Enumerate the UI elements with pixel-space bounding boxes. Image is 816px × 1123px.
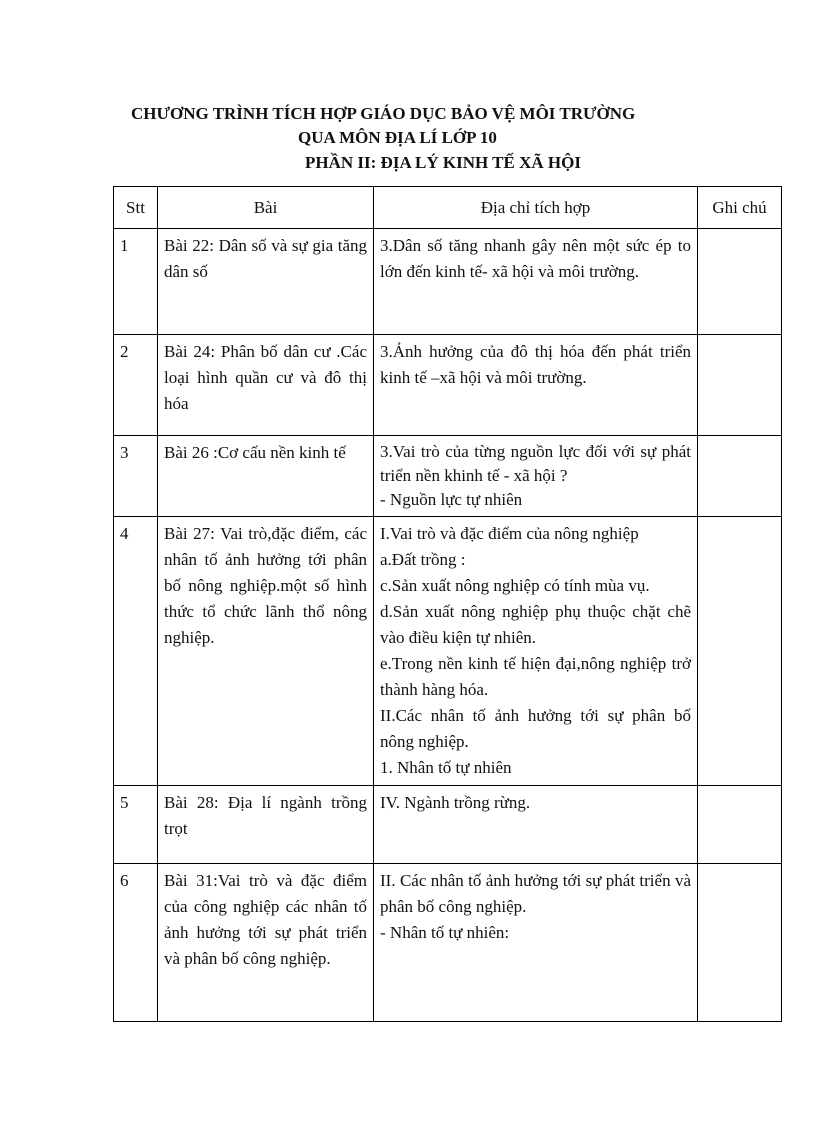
header-stt: Stt — [114, 187, 158, 229]
cell-ghi-chu — [698, 786, 782, 864]
cell-dia-chi — [374, 229, 698, 335]
cell-stt: 2 — [114, 335, 158, 436]
table-row — [114, 517, 782, 786]
dia-chi-line: 1. Nhân tố tự nhiên — [380, 758, 512, 777]
cell-stt: 5 — [114, 786, 158, 864]
cell-ghi-chu — [698, 517, 782, 786]
cell-bai: Bài 28: Địa lí ngành trồng trọt — [158, 786, 374, 864]
table-row — [114, 864, 782, 1022]
dia-chi-line: a.Đất trồng : — [380, 550, 466, 569]
cell-stt: 3 — [114, 436, 158, 517]
dia-chi-line: - Nhân tố tự nhiên: — [380, 923, 510, 942]
cell-dia-chi — [374, 786, 698, 864]
cell-stt: 4 — [114, 517, 158, 786]
dia-chi-line: II. Các nhân tố ảnh hưởng tới sự phát triển và phân bố công nghiệp. — [380, 871, 691, 916]
dia-chi-line: e.Trong nền kinh tế hiện đại,nông nghiệp trở thành hàng hóa. — [380, 654, 691, 699]
table-row — [114, 786, 782, 864]
cell-stt: 6 — [114, 864, 158, 1022]
cell-bai: Bài 27: Vai trò,đặc điểm, các nhân tố ảnh hưởng tới phân bố nông nghiệp.một số hình thức tổ chức lãnh thổ nông nghiệp. — [158, 517, 374, 786]
dia-chi-line: 3.Dân số tăng nhanh gây nên một sức ép to lớn đến kinh tế- xã hội và môi trường. — [380, 236, 691, 281]
section-title: PHẦN II: ĐỊA LÝ KINH TẾ XÃ HỘI — [305, 153, 581, 172]
header-dia-chi: Địa chỉ tích hợp — [374, 187, 698, 229]
dia-chi-line: I.Vai trò và đặc điểm của nông nghiệp — [380, 524, 639, 543]
cell-bai: Bài 22: Dân số và sự gia tăng dân số — [158, 229, 374, 335]
cell-bai: Bài 31:Vai trò và đặc điểm của công nghiệp các nhân tố ảnh hưởng tới sự phát triển và phân bố công nghiệp. — [158, 864, 374, 1022]
cell-dia-chi — [374, 335, 698, 436]
header-bai: Bài — [158, 187, 374, 229]
cell-dia-chi — [374, 517, 698, 786]
document-title-line-2: QUA MÔN ĐỊA LÍ LỚP 10 — [298, 128, 497, 147]
header-ghi-chu: Ghi chú — [698, 187, 782, 229]
dia-chi-line: II.Các nhân tố ảnh hưởng tới sự phân bố nông nghiệp. — [380, 706, 691, 751]
document-title-line-1: CHƯƠNG TRÌNH TÍCH HỢP GIÁO DỤC BẢO VỆ MÔI TRƯỜNG — [131, 104, 636, 123]
dia-chi-line: 3.Vai trò của từng nguồn lực đối với sự phát triển nền khinh tế - xã hội ? — [380, 442, 691, 485]
cell-bai: Bài 24: Phân bố dân cư .Các loại hình quần cư và đô thị hóa — [158, 335, 374, 436]
cell-ghi-chu — [698, 864, 782, 1022]
table-header-row — [114, 187, 782, 229]
cell-ghi-chu — [698, 229, 782, 335]
cell-ghi-chu — [698, 335, 782, 436]
table-row — [114, 436, 782, 517]
dia-chi-line: - Nguồn lực tự nhiên — [380, 490, 523, 509]
cell-stt: 1 — [114, 229, 158, 335]
cell-ghi-chu — [698, 436, 782, 517]
table-row — [114, 335, 782, 436]
dia-chi-line: c.Sản xuất nông nghiệp có tính mùa vụ. — [380, 576, 650, 595]
dia-chi-line: IV. Ngành trồng rừng. — [380, 793, 531, 812]
dia-chi-line: 3.Ảnh hưởng của đô thị hóa đến phát triển kinh tế –xã hội và môi trường. — [380, 342, 691, 387]
dia-chi-line: d.Sản xuất nông nghiệp phụ thuộc chặt chẽ vào điều kiện tự nhiên. — [380, 602, 691, 647]
cell-bai: Bài 26 :Cơ cấu nền kinh tế — [158, 436, 374, 517]
table-row — [114, 229, 782, 335]
curriculum-table — [113, 186, 782, 1022]
cell-dia-chi — [374, 436, 698, 517]
cell-dia-chi — [374, 864, 698, 1022]
